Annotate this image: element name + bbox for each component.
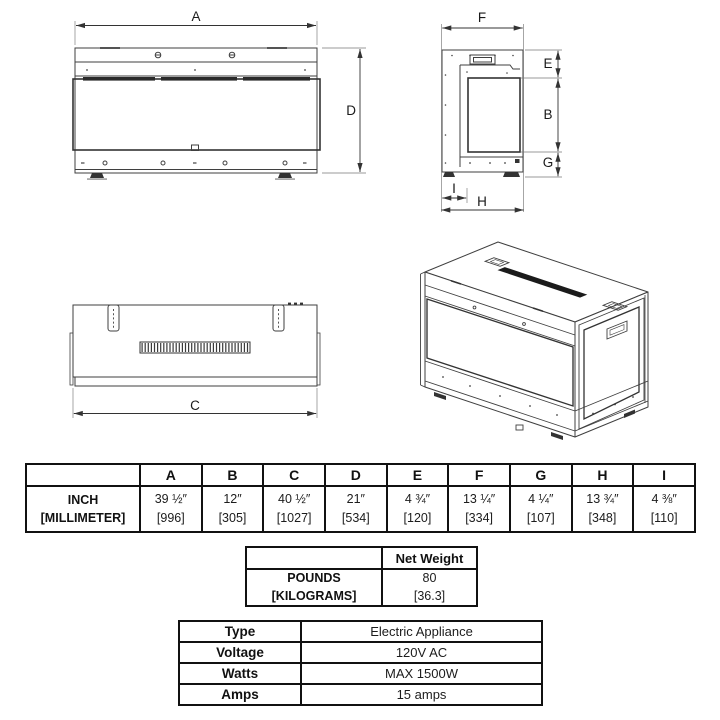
dim-label-b: B [543,107,553,122]
spec-label-amps: Amps [179,684,301,705]
dimension-column-header-e: E [387,464,449,486]
rear-cord-knockouts [288,303,303,305]
weight-row-label [246,569,382,606]
row-label-inch: INCH [67,492,99,507]
dimension-value-c [263,486,325,532]
dim-label-h: H [477,194,487,209]
row-label-millimeter: [MILLIMETER] [40,511,126,525]
value-inch: 21″ [346,491,365,506]
value-mm: [120] [403,511,432,525]
dimension-table-value-row [26,486,695,532]
iso-center-clip [516,425,523,430]
spec-label-watts: Watts [179,663,301,684]
front-glass-panel [73,79,320,150]
value-mm: [1027] [276,511,312,525]
spec-row-watts [179,663,542,684]
isometric-view-drawing [405,235,665,460]
weight-value-pounds: 80 [422,571,437,585]
spec-label-voltage: Voltage [179,642,301,663]
dimension-column-header-b: B [202,464,264,486]
side-view-body [442,50,523,177]
dimension-table [25,463,696,533]
dimension-value-e [387,486,449,532]
rear-bottom-band [75,377,317,386]
value-mm: [110] [650,511,678,525]
dimension-value-i [633,486,695,532]
dim-label-a: A [191,9,201,24]
value-inch: 4 ⅜″ [651,491,677,506]
dimension-row-label [26,486,140,532]
dimension-column-header-f: F [448,464,510,486]
spec-value-voltage: 120V AC [301,642,542,663]
spec-row-amps [179,684,542,705]
value-mm: [534] [341,511,370,525]
value-mm: [334] [465,511,494,525]
weight-table-value-row [246,569,477,606]
value-inch: 39 ½″ [154,491,187,506]
spec-row-voltage [179,642,542,663]
front-view-drawing [30,5,380,190]
spec-row-type [179,621,542,642]
dimension-column-header-h: H [572,464,634,486]
dim-label-e: E [543,56,553,71]
value-inch: 4 ¾″ [404,491,431,506]
side-view-drawing [425,5,575,220]
value-mm: [305] [218,511,247,525]
value-inch: 12″ [223,491,242,506]
side-panel-screws [445,55,514,164]
value-mm: [107] [526,511,555,525]
dim-label-i: I [452,181,456,196]
spec-value-amps: 15 amps [301,684,542,705]
weight-table-header-row [246,547,477,569]
dim-label-d: D [346,103,356,118]
dimension-column-header-d: D [325,464,387,486]
dimension-column-header-g: G [510,464,572,486]
front-view-body [73,47,320,179]
value-inch: 4 ¼″ [528,491,554,506]
rear-view-drawing [40,285,380,430]
dimension-value-h [572,486,634,532]
front-plinth-screws [81,161,307,165]
dimension-value-f [448,486,510,532]
rear-mount-brackets [108,305,284,331]
dimension-value-d [325,486,387,532]
dimension-value-a [140,486,202,532]
spec-value-watts: MAX 1500W [301,663,542,684]
value-mm: [348] [588,511,617,525]
dimension-table-header-row [26,464,695,486]
front-feet [87,173,295,180]
dimension-table-corner-cell [26,464,140,486]
weight-table [245,546,478,607]
net-weight-header: Net Weight [382,547,477,569]
side-feet [443,172,520,177]
dimension-value-g [510,486,572,532]
dim-label-f: F [477,10,487,25]
value-inch: 13 ¼″ [462,491,496,506]
dim-label-c: C [190,398,200,413]
spec-table [178,620,543,706]
side-glass-window [468,78,520,152]
weight-value-kilograms: [36.3] [413,588,446,603]
value-inch: 40 ½″ [278,491,311,506]
spec-value-type: Electric Appliance [301,621,542,642]
dimension-column-header-i: I [633,464,695,486]
value-mm: [996] [156,511,185,525]
dimension-column-header-a: A [140,464,202,486]
value-inch: 13 ¾″ [586,491,619,506]
weight-value [382,569,477,606]
weight-label-kilograms: [KILOGRAMS] [271,588,357,603]
weight-label-pounds: POUNDS [287,571,341,585]
iso-faces [425,242,648,437]
dim-label-g: G [542,155,554,170]
weight-table-corner-cell [246,547,382,569]
dimension-value-b [202,486,264,532]
dimension-column-header-c: C [263,464,325,486]
spec-label-type: Type [179,621,301,642]
rear-view-body [70,303,320,386]
